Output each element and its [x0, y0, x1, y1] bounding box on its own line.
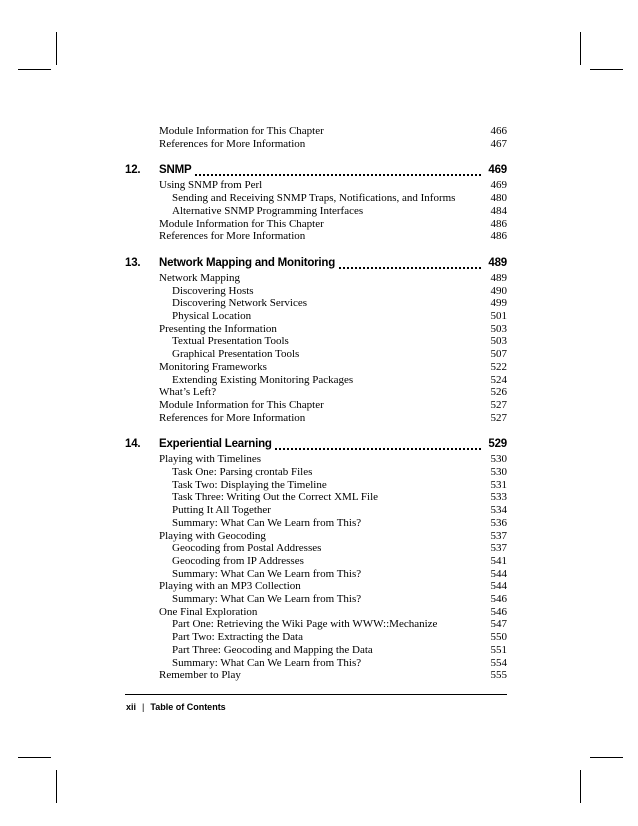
toc-entry-title: References for More Information: [159, 230, 306, 243]
toc-entry-page: 547: [490, 618, 507, 631]
toc-entry-page: 551: [490, 643, 507, 656]
toc-entry-page: 489: [490, 271, 507, 284]
footer-section-title: Table of Contents: [150, 702, 226, 712]
footer-separator: |: [142, 702, 145, 712]
crop-mark: [18, 757, 51, 758]
crop-mark: [580, 32, 581, 65]
chapter-page: 469: [485, 162, 507, 178]
toc-subentry[interactable]: [172, 491, 507, 504]
toc-entry-page: 527: [490, 398, 507, 411]
toc-subentry[interactable]: [172, 555, 507, 568]
toc-entry-title: Geocoding from Postal Addresses: [172, 542, 322, 555]
toc-entry-title: Monitoring Frameworks: [159, 360, 267, 373]
toc-entry-page: 544: [490, 580, 507, 593]
footer-rule: [125, 694, 507, 695]
toc-entry-page: 530: [490, 466, 507, 478]
toc-entry-page: 550: [490, 631, 507, 644]
chapter-page: 529: [485, 436, 507, 452]
toc-entry-page: 490: [490, 284, 507, 297]
chapter-number: 14.: [125, 438, 141, 451]
toc-entry-title: What’s Left?: [159, 386, 217, 399]
chapter-number: 12.: [125, 164, 141, 177]
toc-entry-page: 522: [490, 360, 507, 373]
chapter-page: 489: [485, 255, 507, 271]
toc-entry-title: Network Mapping: [159, 271, 240, 284]
toc-entry-page: 537: [490, 529, 507, 542]
toc-entry-page: 533: [490, 491, 507, 504]
toc-entry-page: 484: [490, 204, 507, 217]
toc-entry-page: 544: [490, 567, 507, 580]
toc-entry-page: 501: [490, 310, 507, 322]
toc-entry-title: Module Information for This Chapter: [159, 398, 324, 411]
toc-entry[interactable]: [159, 230, 507, 243]
toc-subentry[interactable]: [172, 192, 507, 205]
toc-subentry[interactable]: [172, 285, 507, 298]
toc-entry-page: 546: [490, 605, 507, 618]
chapter-title: SNMP: [159, 162, 194, 178]
toc-entry-page: 503: [490, 322, 507, 335]
toc-entry-title: Presenting the Information: [159, 322, 277, 335]
toc-entry-page: 534: [490, 504, 507, 517]
toc-entry[interactable]: [159, 580, 507, 593]
toc-entry-page: 526: [490, 386, 507, 399]
toc-entry-title: One Final Exploration: [159, 605, 258, 618]
toc-entry[interactable]: [159, 386, 507, 399]
toc-entry-title: References for More Information: [159, 411, 306, 424]
toc-entry-title: Summary: What Can We Learn from This?: [172, 656, 362, 669]
toc-entry-page: 541: [490, 554, 507, 567]
toc-entry-title: Physical Location: [172, 310, 252, 322]
toc-entry-title: Using SNMP from Perl: [159, 179, 263, 192]
toc-entry-title: Alternative SNMP Programming Interfaces: [172, 204, 364, 217]
toc-subentry[interactable]: [172, 335, 507, 348]
toc-subentry[interactable]: [172, 348, 507, 361]
toc-entry[interactable]: [159, 530, 507, 543]
toc-subentry[interactable]: [172, 618, 507, 631]
chapter-heading[interactable]: [125, 436, 507, 452]
toc-entry-title: Graphical Presentation Tools: [172, 348, 300, 361]
toc-entry-title: Part Two: Extracting the Data: [172, 631, 303, 644]
toc-entry-title: Playing with Timelines: [159, 453, 262, 466]
toc-entry[interactable]: [159, 125, 507, 138]
toc-entry[interactable]: [159, 272, 507, 285]
toc-entry-page: 530: [490, 453, 507, 466]
toc-subentry[interactable]: [172, 374, 507, 387]
toc-entry-title: Module Information for This Chapter: [159, 217, 324, 230]
toc-entry-page: 554: [490, 656, 507, 669]
crop-mark: [590, 69, 623, 70]
toc-entry-title: Sending and Receiving SNMP Traps, Notifications, and Informs: [172, 192, 456, 205]
toc-subentry[interactable]: [172, 644, 507, 657]
toc-entry-title: Geocoding from IP Addresses: [172, 554, 304, 567]
toc-entry-title: Textual Presentation Tools: [172, 335, 289, 348]
toc-entry-title: Part One: Retrieving the Wiki Page with WWW::Mechanize: [172, 618, 438, 631]
toc-subentry[interactable]: [172, 466, 507, 479]
chapter-title: Experiential Learning: [159, 436, 275, 452]
toc-entry-title: Playing with Geocoding: [159, 529, 266, 542]
toc-entry-title: Task One: Parsing crontab Files: [172, 466, 313, 478]
toc-entry[interactable]: [159, 218, 507, 231]
toc-entry-page: 555: [490, 669, 507, 682]
page-footer: [126, 701, 226, 713]
toc-entry-title: Playing with an MP3 Collection: [159, 580, 301, 593]
toc-entry-page: 507: [490, 348, 507, 361]
toc-subentry[interactable]: [172, 517, 507, 530]
footer-page-number: xii: [126, 702, 137, 712]
toc-entry[interactable]: [159, 606, 507, 619]
crop-mark: [56, 32, 57, 65]
chapter-title: Network Mapping and Monitoring: [159, 255, 338, 271]
dot-leader: [159, 174, 481, 176]
crop-mark: [18, 69, 51, 70]
toc-subentry[interactable]: [172, 479, 507, 492]
crop-mark: [56, 770, 57, 803]
toc-entry-title: Module Information for This Chapter: [159, 125, 324, 137]
toc-subentry[interactable]: [172, 310, 507, 323]
toc-entry[interactable]: [159, 361, 507, 374]
toc-subentry[interactable]: [172, 297, 507, 310]
toc-entry[interactable]: [159, 138, 507, 151]
toc-entry-title: Discovering Network Services: [172, 297, 308, 310]
toc-entry-title: Summary: What Can We Learn from This?: [172, 567, 362, 580]
toc-entry-title: Task Two: Displaying the Timeline: [172, 478, 327, 491]
toc-subentry[interactable]: [172, 631, 507, 644]
toc-subentry[interactable]: [172, 568, 507, 581]
toc-entry[interactable]: [159, 399, 507, 412]
toc-entry-title: Summary: What Can We Learn from This?: [172, 593, 362, 605]
toc-entry-page: 503: [490, 335, 507, 348]
toc-entry-title: Summary: What Can We Learn from This?: [172, 516, 362, 529]
toc-entry[interactable]: [159, 669, 507, 682]
chapter-number: 13.: [125, 256, 141, 269]
toc-entry[interactable]: [159, 412, 507, 425]
toc-entry[interactable]: [159, 179, 507, 192]
toc-entry-title: Remember to Play: [159, 669, 241, 682]
toc-entry-title: Part Three: Geocoding and Mapping the Data: [172, 643, 373, 656]
toc-entry-page: 499: [490, 297, 507, 310]
toc-entry-title: Extending Existing Monitoring Packages: [172, 373, 354, 386]
toc-entry-title: Discovering Hosts: [172, 284, 254, 297]
toc-entry-page: 486: [490, 217, 507, 230]
toc-entry[interactable]: [159, 323, 507, 336]
toc-subentry[interactable]: [172, 542, 507, 555]
toc-subentry[interactable]: [172, 593, 507, 606]
toc-entry-page: 527: [490, 411, 507, 424]
toc-entry-page: 467: [490, 137, 507, 150]
toc-entry-page: 546: [490, 593, 507, 605]
crop-mark: [580, 770, 581, 803]
chapter-heading[interactable]: [125, 162, 507, 178]
toc-entry-page: 524: [490, 373, 507, 386]
toc-entry-page: 537: [490, 542, 507, 555]
crop-mark: [590, 757, 623, 758]
toc-entry[interactable]: [159, 453, 507, 466]
toc-entry-page: 486: [490, 230, 507, 243]
toc-entry-page: 536: [490, 516, 507, 529]
toc-entry-title: Putting It All Together: [172, 504, 271, 517]
toc-entry-title: Task Three: Writing Out the Correct XML File: [172, 491, 379, 504]
toc-entry-page: 466: [490, 125, 507, 137]
toc-entry-page: 531: [490, 478, 507, 491]
toc-subentry[interactable]: [172, 504, 507, 517]
toc-subentry[interactable]: [172, 205, 507, 218]
chapter-heading[interactable]: [125, 255, 507, 271]
toc-entry-page: 469: [490, 179, 507, 192]
toc-subentry[interactable]: [172, 657, 507, 670]
toc-entry-title: References for More Information: [159, 137, 306, 150]
toc-entry-page: 480: [490, 192, 507, 205]
